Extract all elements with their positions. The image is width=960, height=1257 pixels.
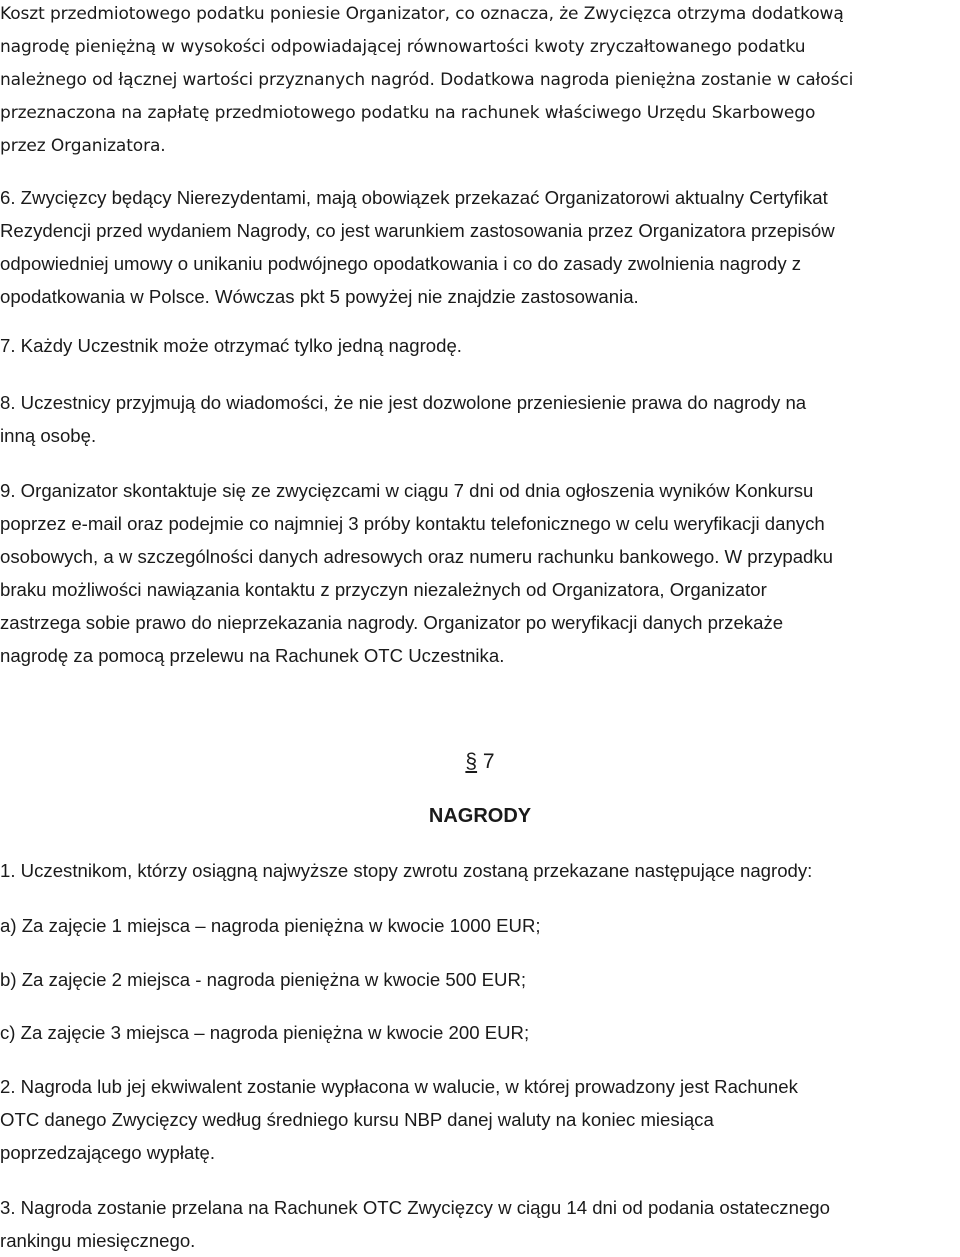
prize-item-second: b) Za zajęcie 2 miejsca - nagroda pieniężna w kwocie 500 EUR; <box>0 969 527 990</box>
paragraph-tax-cost: Koszt przedmiotowego podatku poniesie Organizator, co oznacza, że Zwycięzca otrzyma dodatkową nagrodę pieniężną w wysokości odpowiadającej równowartości kwoty zryczałtowanego podatku należnego od łącznej wartości przyznanych nagród. Dodatkowa nagroda pieniężna zostanie w całości przeznaczona na zapłatę przedmiotowego podatku na rachunek właściwego Urzędu Skarbowego przez Organizatora. <box>0 4 854 156</box>
paragraph-9-contact: 9. Organizator skontaktuje się ze zwycięzcami w ciągu 7 dni od dnia ogłoszenia wyników Konkursu poprzez e-mail oraz podejmie co najmniej 3 próby kontaktu telefonicznego w celu weryfikacji danych osobowych, a w szczególności danych adresowych oraz numeru rachunku bankowego. W przypadku braku możliwości nawiązania kontaktu z przyczyn niezależnych od Organizatora, Organizator zastrzega sobie prawo do nieprzekazania nagrody. Organizator po weryfikacji danych przekaże nagrodę za pomocą przelewu na Rachunek OTC Uczestnika. <box>0 480 834 666</box>
prize-item-third: c) Za zajęcie 3 miejsca – nagroda pieniężna w kwocie 200 EUR; <box>0 1022 530 1043</box>
paragraph-7-one-prize: 7. Każdy Uczestnik może otrzymać tylko jedną nagrodę. <box>0 335 462 356</box>
section-symbol: § <box>465 750 478 773</box>
section-number: 7 <box>482 750 495 773</box>
prizes-paragraph-1: 1. Uczestnikom, którzy osiągną najwyższe stopy zwrotu zostaną przekazane następujące nagrody: <box>0 860 813 881</box>
section-title: NAGRODY <box>428 805 532 827</box>
section-heading <box>0 748 960 776</box>
paragraph-6-nonresidents: 6. Zwycięzcy będący Nierezydentami, mają obowiązek przekazać Organizatorowi aktualny Certyfikat Rezydencji przed wydaniem Nagrody, co jest warunkiem zastosowania przez Organizatora przepisów odpowiedniej umowy o unikaniu podwójnego opodatkowania i co do zasady zwolnienia nagrody z opodatkowania w Polsce. Wówczas pkt 5 powyżej nie znajdzie zastosowania. <box>0 187 835 307</box>
paragraph-8-no-transfer: 8. Uczestnicy przyjmują do wiadomości, że nie jest dozwolone przeniesienie prawa do nagrody na inną osobę. <box>0 392 807 446</box>
prize-item-first: a) Za zajęcie 1 miejsca – nagroda pieniężna w kwocie 1000 EUR; <box>0 915 541 936</box>
prizes-paragraph-2-currency: 2. Nagroda lub jej ekwiwalent zostanie wypłacona w walucie, w której prowadzony jest Rachunek OTC danego Zwycięzcy według średniego kursu NBP danej waluty na koniec miesiąca poprzedzającego wypłatę. <box>0 1076 798 1163</box>
prizes-paragraph-3-transfer: 3. Nagroda zostanie przelana na Rachunek OTC Zwycięzcy w ciągu 14 dni od podania ostatecznego rankingu miesięcznego. <box>0 1197 830 1251</box>
